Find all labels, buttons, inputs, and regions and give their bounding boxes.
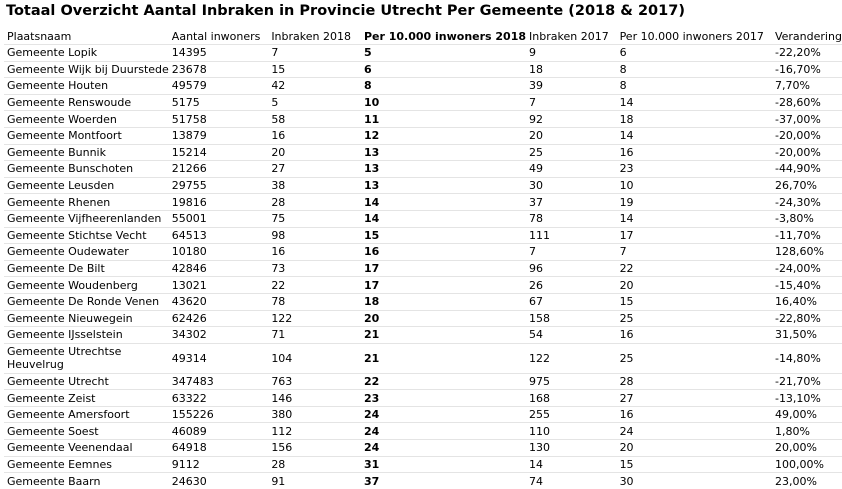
table-cell: 6: [363, 62, 372, 76]
table-cell: -3,80%: [774, 212, 814, 226]
table-cell: 24: [363, 441, 380, 455]
table-cell: -22,80%: [774, 311, 821, 325]
table-cell: 64513: [171, 228, 207, 242]
table-cell: 14: [363, 212, 380, 226]
table-cell: 9112: [171, 457, 200, 471]
table-cell: 15214: [171, 145, 207, 159]
table-cell: 63322: [171, 391, 207, 405]
table-cell: Gemeente Woerden: [7, 112, 117, 126]
table-cell: 21: [363, 351, 380, 365]
table-row: [4, 423, 842, 440]
table-cell: 13021: [171, 278, 207, 292]
table-cell: 7: [529, 96, 537, 110]
table-row: [4, 277, 842, 294]
table-cell: 122: [271, 311, 293, 325]
table-cell: 54: [529, 328, 544, 342]
table-cell: Gemeente Oudewater: [7, 245, 129, 259]
table-cell: 43620: [171, 295, 207, 309]
table-cell: 92: [529, 112, 544, 126]
table-row: [4, 144, 842, 161]
table-row: [4, 473, 842, 489]
table-cell: 42846: [171, 262, 207, 276]
table-row: [4, 61, 842, 78]
table-cell: 38: [271, 179, 286, 193]
table-cell: Gemeente De Bilt: [7, 262, 105, 276]
table-cell: Gemeente Soest: [7, 424, 99, 438]
table-cell: 975: [529, 374, 551, 388]
table-cell: 73: [271, 262, 286, 276]
table-cell: 27: [271, 162, 286, 176]
table-row: [4, 293, 842, 310]
table-cell: 23: [363, 391, 380, 405]
table-cell: 12: [363, 129, 380, 143]
table-cell: 104: [271, 351, 293, 365]
table-cell: 13: [363, 179, 380, 193]
table-cell: 24630: [171, 474, 207, 488]
table-cell: 14: [619, 212, 634, 226]
table-cell: 110: [529, 424, 551, 438]
table-cell: Gemeente Stichtse Vecht: [7, 228, 147, 242]
table-cell: 25: [619, 311, 634, 325]
table-row: [4, 406, 842, 423]
column-header: Verandering: [774, 30, 842, 43]
table-cell: 23,00%: [774, 474, 817, 488]
table-cell: 17: [363, 278, 380, 292]
table-cell: 20: [619, 441, 634, 455]
table-cell: 74: [529, 474, 544, 488]
table-cell: Gemeente Renswoude: [7, 96, 132, 110]
table-row: [4, 227, 842, 244]
table-cell: 13: [363, 145, 380, 159]
table-cell: 49,00%: [774, 408, 817, 422]
table-cell: 24: [619, 424, 634, 438]
table-cell: 15: [271, 62, 286, 76]
table-cell: 14395: [171, 46, 207, 60]
table-cell: 10: [619, 179, 634, 193]
table-cell: Gemeente Utrechtse Heuvelrug: [7, 345, 122, 372]
table-cell: -14,80%: [774, 351, 821, 365]
table-cell: Gemeente Veenendaal: [7, 441, 133, 455]
table-cell: -20,00%: [774, 145, 821, 159]
table-cell: 15: [363, 228, 380, 242]
table-cell: 71: [271, 328, 286, 342]
table-cell: -22,20%: [774, 46, 821, 60]
table-cell: 49579: [171, 79, 207, 93]
table-cell: 19816: [171, 195, 207, 209]
table-cell: 24: [363, 424, 380, 438]
table-cell: 16,40%: [774, 295, 817, 309]
table-cell: Gemeente Baarn: [7, 474, 101, 488]
table-row: [4, 78, 842, 95]
table-cell: 21: [363, 328, 380, 342]
table-cell: 7: [271, 46, 279, 60]
table-cell: 22: [619, 262, 634, 276]
table-cell: 13879: [171, 129, 207, 143]
table-cell: 5: [271, 96, 279, 110]
table-cell: 34302: [171, 328, 207, 342]
table-cell: 7: [529, 245, 537, 259]
table-cell: 7: [619, 245, 627, 259]
table-cell: 130: [529, 441, 551, 455]
table-cell: 18: [619, 112, 634, 126]
table-cell: 10: [363, 96, 380, 110]
table-cell: 100,00%: [774, 457, 824, 471]
table-cell: -16,70%: [774, 62, 821, 76]
table-cell: 49: [529, 162, 544, 176]
table-cell: 13: [363, 162, 380, 176]
table-cell: 31,50%: [774, 328, 817, 342]
table-cell: 75: [271, 212, 286, 226]
table-row: [4, 390, 842, 407]
table-cell: 37: [363, 474, 380, 488]
table-cell: 28: [619, 374, 634, 388]
table-cell: 11: [363, 112, 380, 126]
table-cell: 91: [271, 474, 286, 488]
table-cell: 17: [619, 228, 634, 242]
table-cell: 30: [619, 474, 634, 488]
table-row: [4, 94, 842, 111]
table-cell: 14: [619, 129, 634, 143]
table-cell: 158: [529, 311, 551, 325]
page-title: Totaal Overzicht Aantal Inbraken in Provincie Utrecht Per Gemeente (2018 & 2017): [6, 3, 685, 19]
table-cell: 168: [529, 391, 551, 405]
table-cell: 24: [363, 408, 380, 422]
table-cell: Gemeente De Ronde Venen: [7, 295, 160, 309]
table-row: [4, 456, 842, 473]
table-cell: 5: [363, 46, 372, 60]
table-cell: 16: [271, 129, 286, 143]
table-cell: -15,40%: [774, 278, 821, 292]
table-cell: 111: [529, 228, 551, 242]
table-cell: 78: [529, 212, 544, 226]
table-cell: -13,10%: [774, 391, 821, 405]
table-cell: 78: [271, 295, 286, 309]
table-cell: 122: [529, 351, 551, 365]
table-row: [4, 310, 842, 327]
table-cell: Gemeente Houten: [7, 79, 109, 93]
table-cell: 146: [271, 391, 293, 405]
table-cell: 20: [619, 278, 634, 292]
table-row: [4, 111, 842, 128]
table-row: [4, 373, 842, 390]
table-cell: 20: [271, 145, 286, 159]
table-cell: 1,80%: [774, 424, 810, 438]
burglary-table: [4, 29, 842, 489]
table-cell: 112: [271, 424, 293, 438]
table-cell: 49314: [171, 351, 207, 365]
table-cell: 39: [529, 79, 544, 93]
table-cell: 20: [363, 311, 380, 325]
table-cell: 29755: [171, 179, 207, 193]
table-cell: 42: [271, 79, 286, 93]
column-header: Aantal inwoners: [171, 30, 261, 43]
table-cell: 16: [619, 145, 634, 159]
table-cell: Gemeente IJsselstein: [7, 328, 123, 342]
table-cell: 22: [363, 374, 380, 388]
table-cell: -21,70%: [774, 374, 821, 388]
table-cell: 19: [619, 195, 634, 209]
table-cell: 6: [619, 46, 627, 60]
table-cell: Gemeente Vijfheerenlanden: [7, 212, 162, 226]
table-cell: Gemeente Utrecht: [7, 374, 109, 388]
table-cell: 255: [529, 408, 551, 422]
table-cell: 98: [271, 228, 286, 242]
table-cell: 16: [363, 245, 380, 259]
table-cell: 14: [529, 457, 544, 471]
table-row: [4, 45, 842, 62]
table-row: [4, 161, 842, 178]
table-cell: 20,00%: [774, 441, 817, 455]
table-cell: -24,00%: [774, 262, 821, 276]
column-header: Inbraken 2018: [271, 30, 351, 43]
table-cell: 5175: [171, 96, 200, 110]
table-cell: Gemeente Wijk bij Duurstede: [7, 62, 169, 76]
table-cell: 28: [271, 195, 286, 209]
table-cell: 380: [271, 408, 293, 422]
table-cell: -44,90%: [774, 162, 821, 176]
table-cell: Gemeente Lopik: [7, 46, 98, 60]
table-cell: 155226: [171, 408, 214, 422]
table-cell: 20: [529, 129, 544, 143]
table-cell: 37: [529, 195, 544, 209]
table-cell: 23: [619, 162, 634, 176]
table-cell: 58: [271, 112, 286, 126]
table-cell: 128,60%: [774, 245, 824, 259]
table-row: [4, 244, 842, 261]
table-cell: -20,00%: [774, 129, 821, 143]
table-cell: 96: [529, 262, 544, 276]
table-cell: 15: [619, 295, 634, 309]
column-header: Inbraken 2017: [529, 30, 609, 43]
table-cell: 15: [619, 457, 634, 471]
table-cell: 8: [619, 62, 627, 76]
table-row: [4, 260, 842, 277]
table-cell: 31: [363, 457, 380, 471]
table-cell: 55001: [171, 212, 207, 226]
table-cell: Gemeente Eemnes: [7, 457, 112, 471]
table-row: [4, 194, 842, 211]
table-cell: 347483: [171, 374, 214, 388]
table-cell: 14: [619, 96, 634, 110]
header-row: [4, 29, 842, 45]
table-cell: 18: [529, 62, 544, 76]
table-row: [4, 210, 842, 227]
table-cell: 16: [271, 245, 286, 259]
table-cell: Gemeente Nieuwegein: [7, 311, 133, 325]
table-row: [4, 127, 842, 144]
table-row: [4, 440, 842, 457]
table-cell: 10180: [171, 245, 207, 259]
table-cell: 23678: [171, 62, 207, 76]
table-cell: 25: [619, 351, 634, 365]
table-cell: 51758: [171, 112, 207, 126]
table-cell: 64918: [171, 441, 207, 455]
table-cell: Gemeente Amersfoort: [7, 408, 130, 422]
column-header: Plaatsnaam: [7, 30, 72, 43]
table-cell: -24,30%: [774, 195, 821, 209]
table-cell: 28: [271, 457, 286, 471]
table-cell: Gemeente Woudenberg: [7, 278, 138, 292]
table-cell: -28,60%: [774, 96, 821, 110]
table-cell: 25: [529, 145, 544, 159]
table-cell: 26,70%: [774, 179, 817, 193]
table-cell: 62426: [171, 311, 207, 325]
table-cell: 14: [363, 195, 380, 209]
table-cell: 8: [619, 79, 627, 93]
table-cell: -11,70%: [774, 228, 821, 242]
table-cell: 156: [271, 441, 293, 455]
table-cell: 7,70%: [774, 79, 810, 93]
table-cell: 30: [529, 179, 544, 193]
table-cell: 67: [529, 295, 544, 309]
table-cell: 16: [619, 408, 634, 422]
table-cell: 16: [619, 328, 634, 342]
table-cell: Gemeente Bunschoten: [7, 162, 134, 176]
table-cell: 46089: [171, 424, 207, 438]
table-cell: Gemeente Zeist: [7, 391, 96, 405]
table-cell: 763: [271, 374, 293, 388]
table-cell: 21266: [171, 162, 207, 176]
column-header: Per 10.000 inwoners 2017: [619, 30, 764, 43]
table-cell: 27: [619, 391, 634, 405]
table-cell: 26: [529, 278, 544, 292]
table-cell: Gemeente Leusden: [7, 179, 115, 193]
table-cell: -37,00%: [774, 112, 821, 126]
table-cell: Gemeente Bunnik: [7, 145, 106, 159]
column-header: Per 10.000 inwoners 2018: [363, 30, 527, 43]
table-cell: Gemeente Montfoort: [7, 129, 122, 143]
table-cell: Gemeente Rhenen: [7, 195, 111, 209]
table-cell: 18: [363, 295, 380, 309]
table-row: [4, 177, 842, 194]
table-cell: 17: [363, 262, 380, 276]
table-cell: 22: [271, 278, 286, 292]
table-cell: 9: [529, 46, 537, 60]
table-row: [4, 327, 842, 344]
table-cell: 8: [363, 79, 372, 93]
table-row: [4, 343, 842, 373]
